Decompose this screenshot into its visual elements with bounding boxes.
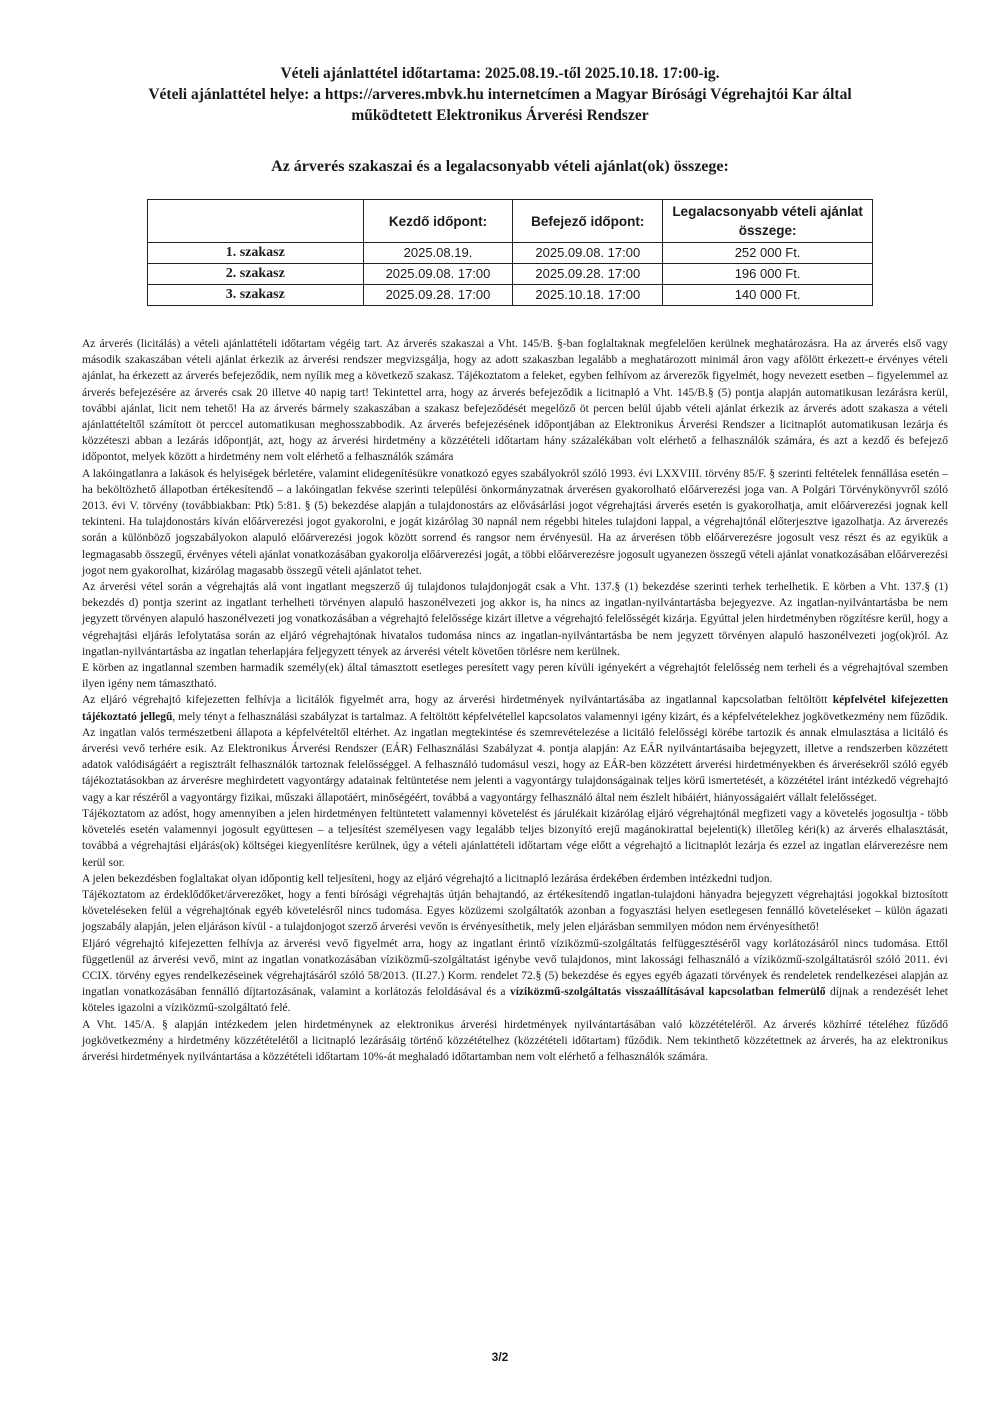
- page-number: 3/2: [491, 1350, 509, 1364]
- stages-table-header: [148, 200, 873, 243]
- table-row: [148, 243, 873, 264]
- bid-period-line: Vételi ajánlattétel időtartama: 2025.08.19.-től 2025.10.18. 17:00-ig.: [280, 65, 720, 82]
- stage-end: 2025.09.28. 17:00: [513, 264, 663, 285]
- photo-disclaimer-text-2: , mely tényt a felhasználási szabályzat is tartalmaz. A feltöltött képfelvétellel kapcsolatos valamennyi igény kizárt, és a képfelvételekhez jogkövetkezmény nem fűződik. Az ingatlan valós természetbeni állapota a képfelvételtől eltérhet. Az ingatlan megtekintése és szemrevételezése a licitáló felelősségi körébe tartozik és annak elmulasztása a licitáló és árverési vevő terhére esik. Az Elektronikus Árverési Rendszer (EÁR) Felhasználási Szabályzat 4. pontja alapján: Az EÁR nyilvántartásaiba bejegyzett, illetve a rendszerben közzétett adatok valódiságáért a regisztrált felhasználók tartoznak felelősséggel. A felhasználó tudomásul veszi, hogy az EÁR-ben közzétett árverési hirdetményekben és árverésekről szóló egyéb tájékoztatásokban az árverésre meghirdetett vagyontárgy adatainak feltüntetése nem jelenti a vagyontárgy tulajdonságainak teljes körű ismertetését, a közzététel iránt intézkedő végrehajtó vagy a kar részéről a vagyontárgy fizikai, műszaki állapotáért, minőségéért, továbbá a vagyontárgy felhasználó által nem észlelt hibáiért, hiányosságaiért vállalt felelősséget.: [82, 710, 948, 804]
- paragraph-deadline: A jelen bekezdésben foglaltakat olyan időpontig kell teljesíteni, hogy az eljáró végrehajtó a licitnapló lezárása érdekében érdemben intézkedni tudjon.: [82, 872, 773, 885]
- paragraph-pre-emption-right: A lakóingatlanra a lakások és helyiségek bérletére, valamint elidegenítésükre vonatkozó egyes szabályokról szóló 1993. évi LXXVIII. törvény 85/F. § szerinti feltételek fennállása esetén – ha beköltözhető állapotban értékesítendő – a lakóingatlan fekvése szerinti települési önkormányzatnak árverésen gyakorolható előárverezési joga van. A Polgári Törvénykönyvről szóló 2013. évi V. törvény (továbbiakban: Ptk) 5:81. § (5) bekezdése alapján a tulajdonostárs az elővásárlási jogot végrehajtási árverés esetén is gyakorolhatja, amit előárverezési jognak kell tekinteni. Ha tulajdonostárs kíván előárverezési jogot gyakorolni, e jogát kizárólag 30 napnál nem régebbi hiteles tulajdoni lappal, a végrehajtónál előterjesztve igazolhatja. Az árverezés során a különböző jogszabályokon alapuló előárverezési jogok között sorrend és rangsor nem érvényesül. Ha az árverésen több előárverezésre jogosult vesz részt és az egyikük a legmagasabb összegű, érvényes vételi ajánlat vonatkozásában gyakorolja előárverezési jogát, a többi előárverezésre jogosult ugyanezen összegű vételi ajánlat vonatkozásában előárverezési jogot nem gyakorolhat, kizárólag magasabb összegű vételi ajánlatot tehet.: [82, 467, 948, 577]
- photo-disclaimer-text-1: Az eljáró végrehajtó kifejezetten felhívja a licitálók figyelmét arra, hogy az árverési hirdetmények nyilvántartásába az ingatlannal kapcsolatban feltöltött: [82, 694, 833, 707]
- paragraph-auction-stages: Az árverés (licitálás) a vételi ajánlattételi időtartam végéig tart. Az árverés szakaszai a Vht. 145/B. §-ban foglaltaknak megfelelően kerülnek meghatározásra. Ha az árverés első vagy második szakaszában vételi ajánlat érkezik az árverési rendszer megvizsgálja, hogy az adott szakaszban legalább a meghatározott minimál áron vagy afölött érkezett-e érvényes vételi ajánlat, ha érkezett az árverés befejeződik, nem nyílik meg a következő szakasz. Tájékoztatom a feleket, egyben felhívom az árverezők figyelmét, hogy nevezett esetben – figyelemmel az árverés befejezésére az árverés csak 20 illetve 40 napig tart! Tekintettel arra, hogy az árverés befejeződik a licitnapló a Vht. 145/B.§ (5) pontja alapján automatikusan lezárásra kerül, további ajánlat, licit nem tehető! Ha az árverés bármely szakaszában a szakasz befejeződését megelőző öt percen belül újabb vételi ajánlat érkezik az árverés adott szakasza a vételi ajánlattételtől számított öt perccel automatikusan meghosszabbodik. Az árverés befejezésének időpontjában az Elektronikus Árverési Rendszer a licitnaplót automatikusan lezárja és közzéteszi abban a lezárás időpontját, azt, hogy az árverési hirdetmény a közzétételi időtartam hány százalékában volt elérhető a felhasználók számára, és azt a kezdő és befejező időpontot, melyek között a hirdetmény nem volt elérhető a felhasználók számára: [82, 338, 948, 464]
- stages-table: [147, 199, 873, 306]
- stage-end: 2025.10.18. 17:00: [513, 285, 663, 306]
- stage-label: 3. szakasz: [148, 285, 364, 306]
- paragraph-debtor-notice: Tájékoztatom az adóst, hogy amennyiben a jelen hirdetményen feltüntetett valamennyi követelést és járulékait kizárólag eljáró végrehajtónál megfizeti vagy a követelés jogosultja - több követelés esetén valamennyi jogosult együttesen – a teljesítést személyesen vagy legalább teljes bizonyító erejű magánokirattal bejelenti(k) illetőleg kéri(k) az árverés elhalasztását, továbbá a végrehajtási eljárás(ok) költségei kiegyenlítésre kerülnek, úgy a vételi ajánlattételi időtartam vége előtt a végrehajtó a licitnaplót lezárja és ezzel az ingatlan elárverezésre nem kerül sor.: [82, 807, 948, 869]
- stage-start: 2025.09.08. 17:00: [363, 264, 513, 285]
- notice-body: [82, 336, 948, 1065]
- table-row: [148, 264, 873, 285]
- stage-end: 2025.09.08. 17:00: [513, 243, 663, 264]
- water-service-text-2: díjnak a rendezését lehet köteles igazolni a víziközmű-szolgáltató felé.: [82, 986, 949, 1015]
- water-service-bold: víziközmű-szolgáltatás visszaállításával kapcsolatban felmerülő: [509, 986, 826, 999]
- paragraph-publication: A Vht. 145/A. § alapján intézkedem jelen hirdetménynek az elektronikus árverési hirdetmények nyilvántartásában való közzétételéről. Az árverés közhírré tételéhez fűződő jogkövetkezmény a hirdetmény közzétételétől a licitnapló lezárásáig történő közzétételhez (közzétételi időtartam) fűződik. Nem tekinthető közzétettnek az árverés, ha az elektronikus árverési hirdetmények nyilvántartása a közzétételi időtartam 10%-át meghaladó időtartamban nem volt elérhető a felhasználók számára.: [82, 1018, 948, 1063]
- stage-amount: 252 000 Ft.: [663, 243, 873, 264]
- paragraph-third-party-claims: E körben az ingatlannal szemben harmadik személy(ek) által támasztott esetleges peresített vagy peren kívüli igényekért a végrehajtót felelősség nem terheli és a végrehajtóval szemben ilyen igény nem támasztható.: [82, 662, 948, 691]
- stage-start: 2025.08.19.: [363, 243, 513, 264]
- bid-location-line-2: működtetett Elektronikus Árverési Rendszer: [351, 107, 649, 124]
- header-cell-start: Kezdő időpont:: [363, 200, 513, 243]
- auction-header: [60, 63, 940, 126]
- stage-amount: 196 000 Ft.: [663, 264, 873, 285]
- stage-amount: 140 000 Ft.: [663, 285, 873, 306]
- header-cell-amount: Legalacsonyabb vételi ajánlat összege:: [663, 200, 873, 243]
- stage-label: 1. szakasz: [148, 243, 364, 264]
- paragraph-photo-disclaimer: [82, 692, 948, 805]
- photo-disclaimer-bold: képfelvétel kifejezetten tájékoztató jellegű: [82, 694, 948, 723]
- paragraph-utility-claims: Tájékoztatom az érdeklődőket/árverezőket, hogy a fenti bírósági végrehajtás útján behajtandó, az értékesítendő ingatlan-tulajdoni hányadra bejegyzett végrehajtási jogokkal biztosított követeléseken felül a végrehajtónak egyéb követelésről nincs tudomása. Egyes közüzemi szolgáltatók azonban a fogyasztási helyen esetlegesen fennálló követeléseket – külön ágazati jogszabály alapján, jelen eljáráson kívül - a tulajdonjogot szerző árverési vevőn is érvényesíthetik, mely jelen eljárásban semmilyen módon nem érvényesíthető!: [82, 888, 948, 934]
- header-cell-empty: [148, 200, 364, 243]
- stage-start: 2025.09.28. 17:00: [363, 285, 513, 306]
- header-cell-end: Befejező időpont:: [513, 200, 663, 243]
- stage-label: 2. szakasz: [148, 264, 364, 285]
- paragraph-water-service: [82, 936, 948, 1017]
- table-row: [148, 285, 873, 306]
- water-service-text-1: Eljáró végrehajtó kifejezetten felhívja az árverési vevő figyelmét arra, hogy az ingatlant érintő víziközmű-szolgáltatás felfüggesztéséről vagy korlátozásáról nincs tudomása. Ettől függetlenül az árverési vevő, mint az ingatlan vonatkozásában víziközmű-szolgáltatást igénybe vevő tulajdonos, mint lakossági felhasználó a víziközmű-szolgáltatásról szóló 2011. évi CCIX. törvény egyes rendelkezéseinek végrehajtásáról szóló 58/2013. (II.27.) Korm. rendelet 72.§ (5) bekezdése és egyes egyéb ágazati törvények és rendeletek rendelkezései alapján az ingatlan vonatkozásában fennálló díjtartozásának, valamint a korlátozás feloldásával és a: [82, 937, 948, 999]
- stages-title: Az árverés szakaszai és a legalacsonyabb vételi ajánlat(ok) összege:: [271, 158, 729, 175]
- bid-location-line: Vételi ajánlattétel helye: a https://arveres.mbvk.hu internetcímen a Magyar Bírósági Végrehajtói Kar által: [148, 86, 852, 103]
- paragraph-encumbrances: Az árverési vétel során a végrehajtás alá vont ingatlant megszerző új tulajdonos tulajdonjogát csak a Vht. 137.§ (1) bekezdése szerinti terhek terhelhetik. E körben a Vht. 137.§ (1) bekezdés d) pontja szerint az ingatlant terhelheti törvényen alapuló haszonélvezeti jog akkor is, ha nincs az ingatlan-nyilvántartásba bejegyezve. Az ingatlan-nyilvántartásba be nem jegyzett törvényen alapuló haszonélvezeti jog vonatkozásában a végrehajtó felelőssége kizárt illetve a végrehajtó felelősségét kizárja. Egyúttal jelen hirdetményben rögzítésre kerül, hogy a végrehajtási eljárás lefolytatása során az eljáró végrehajtónak hivatalos tudomása nincs az ingatlan-nyilvántartásba be nem jegyzett törvényen alapuló haszonélvezeti jog(ok)ról. Az ingatlan-nyilvántartásba az ingatlan teherlapjára feljegyzett tények az árverési vételt követően törlésre nem kerülnek.: [82, 581, 948, 658]
